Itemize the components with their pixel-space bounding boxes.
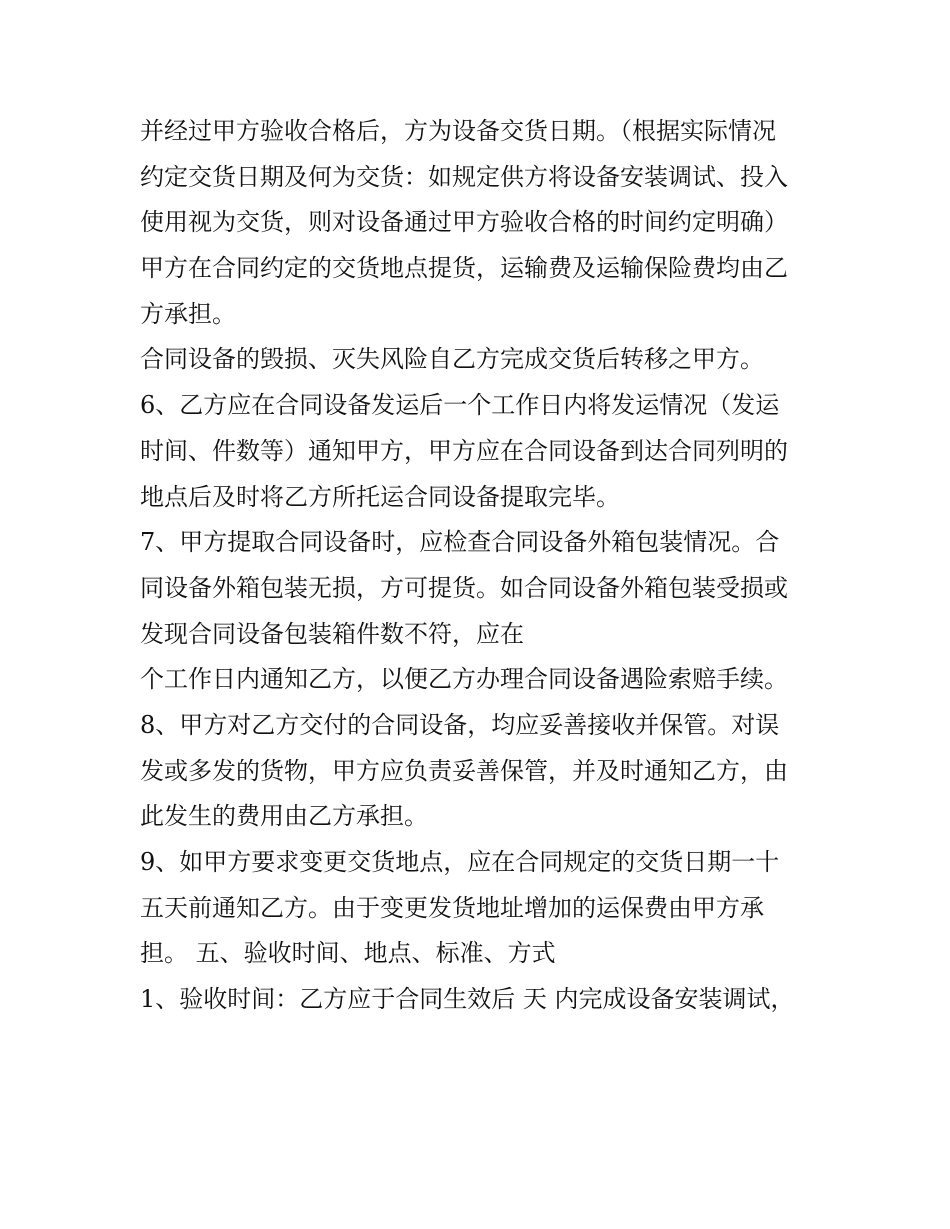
text-line: 并经过甲方验收合格后，方为设备交货日期。（根据实际情况 [140,117,776,145]
text-line: 9、如甲方要求变更交货地点，应在合同规定的交货日期一十 [140,848,780,876]
document-body [140,109,830,1023]
text-line: 8、甲方对乙方交付的合同设备，均应妥善接收并保管。对误 [140,710,780,739]
text-line: 五天前通知乙方。由于变更发货地址增加的运保费由甲方承 [140,893,764,922]
text-line: 个工作日内通知乙方，以便乙方办理合同设备遇险索赔手续。 [140,665,788,694]
text-line: 方承担。 [140,299,236,328]
text-line: 时间、件数等）通知甲方，甲方应在合同设备到达合同列明的 [140,436,788,465]
text-line: 同设备外箱包装无损，方可提货。如合同设备外箱包装受损或 [140,573,788,602]
text-line: 发现合同设备包装箱件数不符，应在 [140,619,524,648]
text-line: 此发生的费用由乙方承担。 [140,802,428,831]
text-line: 约定交货日期及何为交货：如规定供方将设备安装调试、投入 [140,162,788,191]
text-line: 甲方在合同约定的交货地点提货，运输费及运输保险费均由乙 [140,254,788,283]
text-line: 担。 五、验收时间、地点、标准、方式 [140,939,556,968]
text-line: 6、乙方应在合同设备发运后一个工作日内将发运情况（发运 [140,391,780,420]
text-line: 7、甲方提取合同设备时，应检查合同设备外箱包装情况。合 [140,528,780,557]
text-line: 1、验收时间：乙方应于合同生效后 天 内完成设备安装调试， [140,985,795,1014]
text-line: 地点后及时将乙方所托运合同设备提取完毕。 [140,482,620,511]
text-line: 发或多发的货物，甲方应负责妥善保管，并及时通知乙方，由 [140,756,788,785]
text-line: 合同设备的毁损、灭失风险自乙方完成交货后转移之甲方。 [140,345,764,374]
text-line: 使用视为交货，则对设备通过甲方验收合格的时间约定明确） [140,208,788,237]
